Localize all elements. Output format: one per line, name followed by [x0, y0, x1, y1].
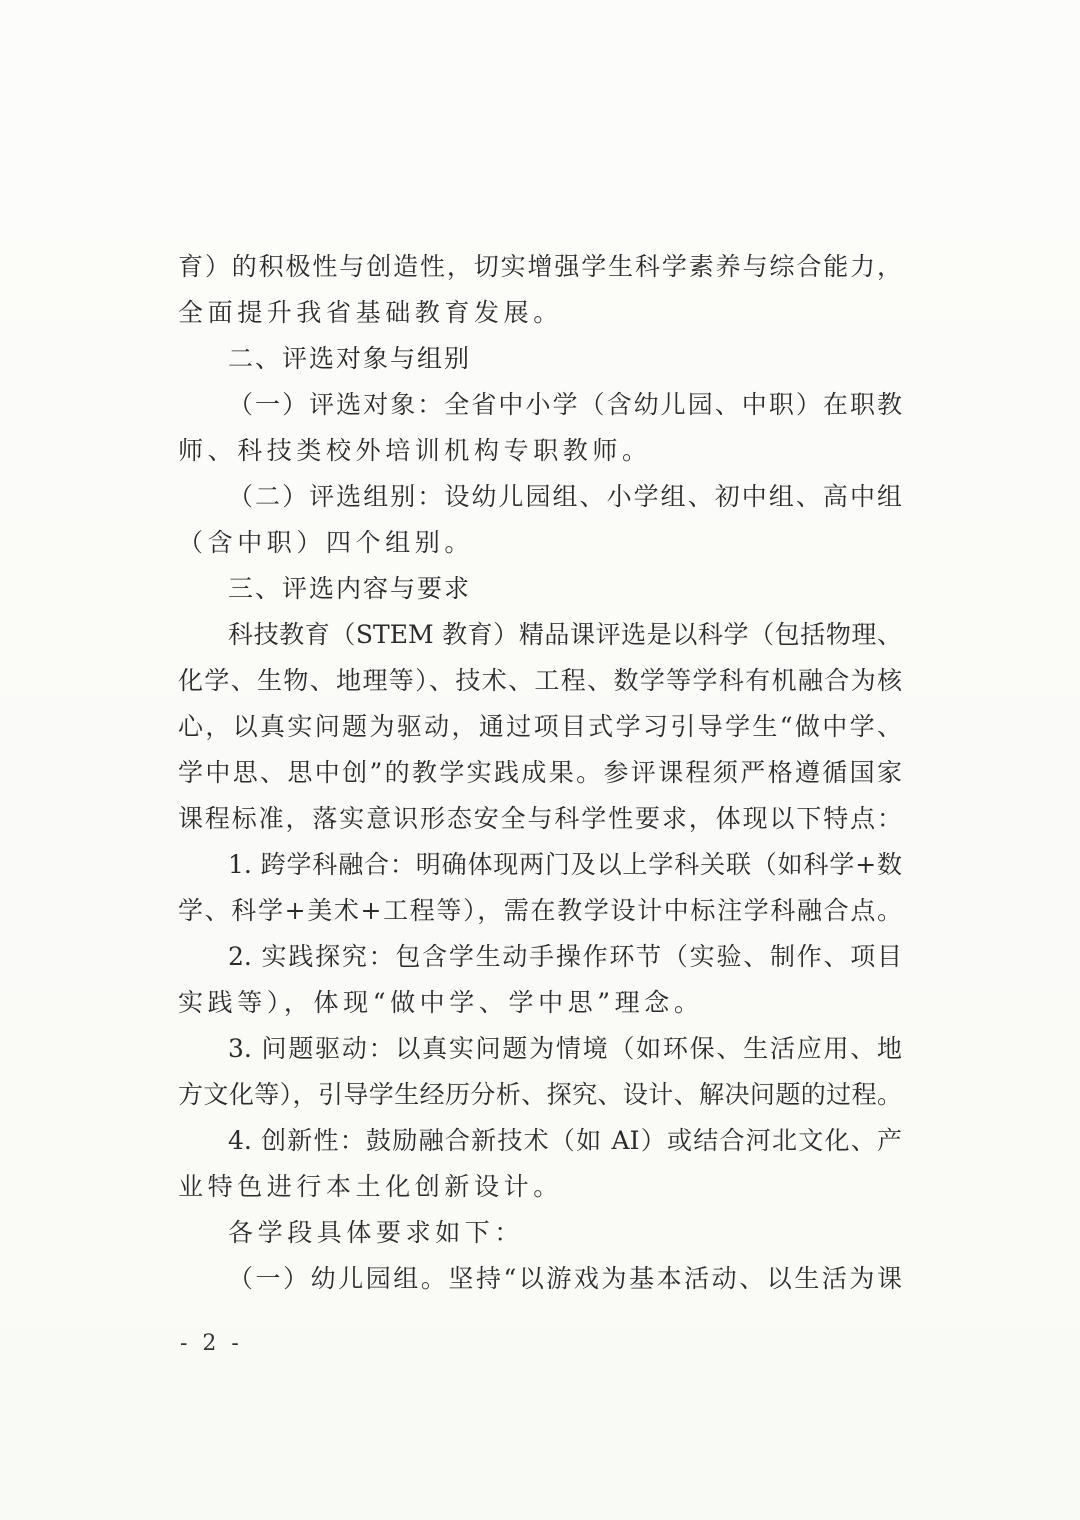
body-text-line: 科技教育（STEM 教育）精品课评选是以科学（包括物理、	[228, 620, 902, 649]
body-text-line: 实践等），体现“做中学、学中思”理念。	[178, 988, 704, 1017]
body-text-line: 业特色进行本土化创新设计。	[178, 1172, 563, 1201]
body-text-line: 各学段具体要求如下：	[228, 1218, 525, 1247]
body-text-line: 学中思、思中创”的教学实践成果。参评课程须严格遵循国家	[178, 758, 902, 787]
body-text-line: 心，以真实问题为驱动，通过项目式学习引导学生“做中学、	[178, 712, 902, 741]
list-item-line: 1. 跨学科融合：明确体现两门及以上学科关联（如科学+数	[228, 850, 902, 879]
body-text-line: 课程标准，落实意识形态安全与科学性要求，体现以下特点：	[178, 804, 902, 833]
list-item-line: 2. 实践探究：包含学生动手操作环节（实验、制作、项目	[228, 942, 902, 971]
body-text-line: 方文化等），引导学生经历分析、探究、设计、解决问题的过程。	[178, 1080, 902, 1109]
body-text-line: （一）幼儿园组。坚持“以游戏为基本活动、以生活为课	[228, 1264, 902, 1293]
body-text-line: （二）评选组别：设幼儿园组、小学组、初中组、高中组	[228, 482, 902, 511]
body-text-line: 师、科技类校外培训机构专职教师。	[178, 436, 652, 465]
section-heading: 三、评选内容与要求	[228, 574, 472, 603]
body-text-line: 育）的积极性与创造性，切实增强学生科学素养与综合能力，	[178, 252, 902, 281]
page-number: - 2 -	[180, 1331, 243, 1356]
list-item-line: 4. 创新性：鼓励融合新技术（如 AI）或结合河北文化、产	[228, 1126, 902, 1155]
list-item-line: 3. 问题驱动：以真实问题为情境（如环保、生活应用、地	[228, 1034, 902, 1063]
body-text-line: 化学、生物、地理等）、技术、工程、数学等学科有机融合为核	[178, 666, 902, 695]
body-text-line: 全面提升我省基础教育发展。	[178, 298, 563, 327]
body-text-line: （含中职）四个组别。	[178, 528, 475, 557]
section-heading: 二、评选对象与组别	[228, 344, 472, 373]
body-text-line: 学、科学+美术+工程等），需在教学设计中标注学科融合点。	[178, 896, 902, 925]
body-text-line: （一）评选对象：全省中小学（含幼儿园、中职）在职教	[228, 390, 902, 419]
